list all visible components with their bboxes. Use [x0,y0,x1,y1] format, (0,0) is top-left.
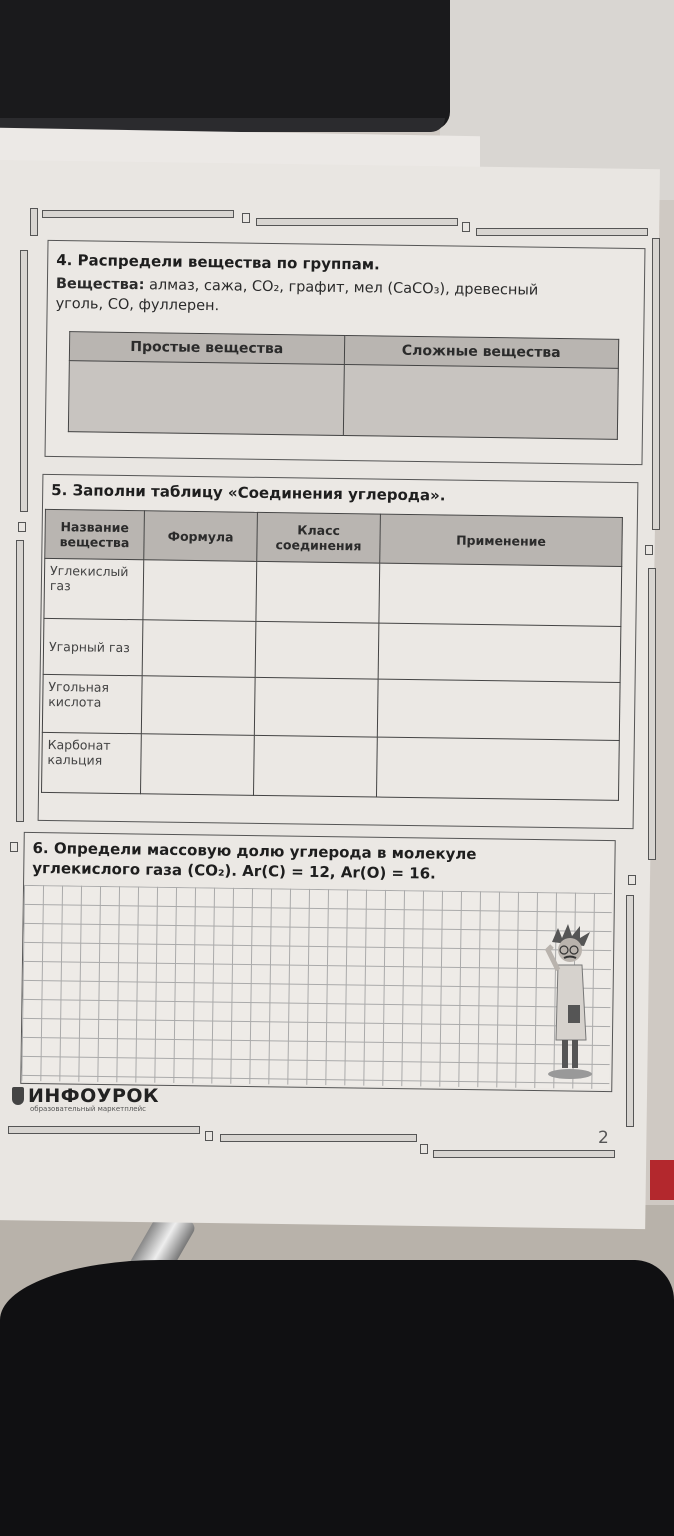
frame-left-bar [20,250,28,512]
frame-bar [256,218,458,226]
frame-square [462,222,470,232]
task5-box [38,474,639,829]
substances-list-2: уголь, CO, фуллерен. [55,295,220,315]
row-name: Угарный газ [43,618,143,675]
formula-cell[interactable] [140,734,254,796]
substances-label: Вещества: [55,275,145,294]
header-name: Название вещества [45,509,145,559]
formula-cell[interactable] [142,620,256,678]
complex-cell[interactable] [343,364,618,439]
frame-right-bar [652,238,660,530]
task4-box [45,240,646,465]
carbon-compounds-table [41,509,623,801]
header-simple: Простые вещества [69,332,344,365]
frame-square [628,875,636,885]
page-number: 2 [598,1128,609,1148]
class-cell[interactable] [253,735,377,797]
red-book-edge [650,1160,674,1200]
frame-square [205,1131,213,1141]
formula-cell[interactable] [143,560,257,622]
usage-cell[interactable] [379,563,622,626]
answer-grid[interactable] [21,885,612,1089]
frame-corner-left [30,208,38,236]
frame-bar [433,1150,615,1158]
frame-bar [220,1134,417,1142]
infourok-logo [12,1085,159,1113]
logo-subtitle: образовательный маркетплейс [30,1105,146,1113]
task6-title-2: углекислого газа (CO₂). Ar(C) = 12, Ar(O) = 16. [32,859,436,883]
row-name: Угольная кислота [42,674,142,733]
header-class: Класс соединения [257,512,381,563]
scientist-illustration [540,920,600,1080]
frame-square [420,1144,428,1154]
class-cell[interactable] [256,561,380,623]
task4-title: 4. Распредели вещества по группам. [56,250,380,274]
row-name: Карбонат кальция [42,732,142,793]
laptop-corner [0,0,450,130]
frame-right-bar [626,895,634,1127]
task4-substances [56,276,539,299]
substances-list-1: алмаз, сажа, CO₂, графит, мел (CaCO₃), древесный [144,277,539,299]
usage-cell[interactable] [376,737,619,800]
simple-cell[interactable] [68,361,343,436]
frame-square [645,545,653,555]
task6-box [20,832,615,1092]
usage-cell[interactable] [377,679,620,740]
frame-right-bar [648,568,656,860]
header-formula: Формула [144,511,258,562]
frame-bar [8,1126,200,1134]
frame-bar [476,228,648,236]
usage-cell[interactable] [378,623,621,682]
frame-square [18,522,26,532]
header-usage: Применение [380,514,623,566]
header-complex: Сложные вещества [344,335,619,368]
logo-mark-icon [12,1087,24,1105]
task5-title: 5. Заполни таблицу «Соединения углерода». [51,480,446,505]
class-cell[interactable] [255,621,379,679]
frame-square [10,842,18,852]
frame-left-bar [16,540,24,822]
logo-text: ИНФОУРОК [28,1085,160,1107]
row-name: Углекислый газ [44,558,144,619]
chair [0,1260,674,1536]
class-cell[interactable] [254,677,378,737]
groups-table [68,331,619,440]
frame-square [242,213,250,223]
task6-title-1: 6. Определи массовую долю углерода в молекуле [32,839,477,864]
formula-cell[interactable] [141,676,255,736]
frame-bar [42,210,234,218]
